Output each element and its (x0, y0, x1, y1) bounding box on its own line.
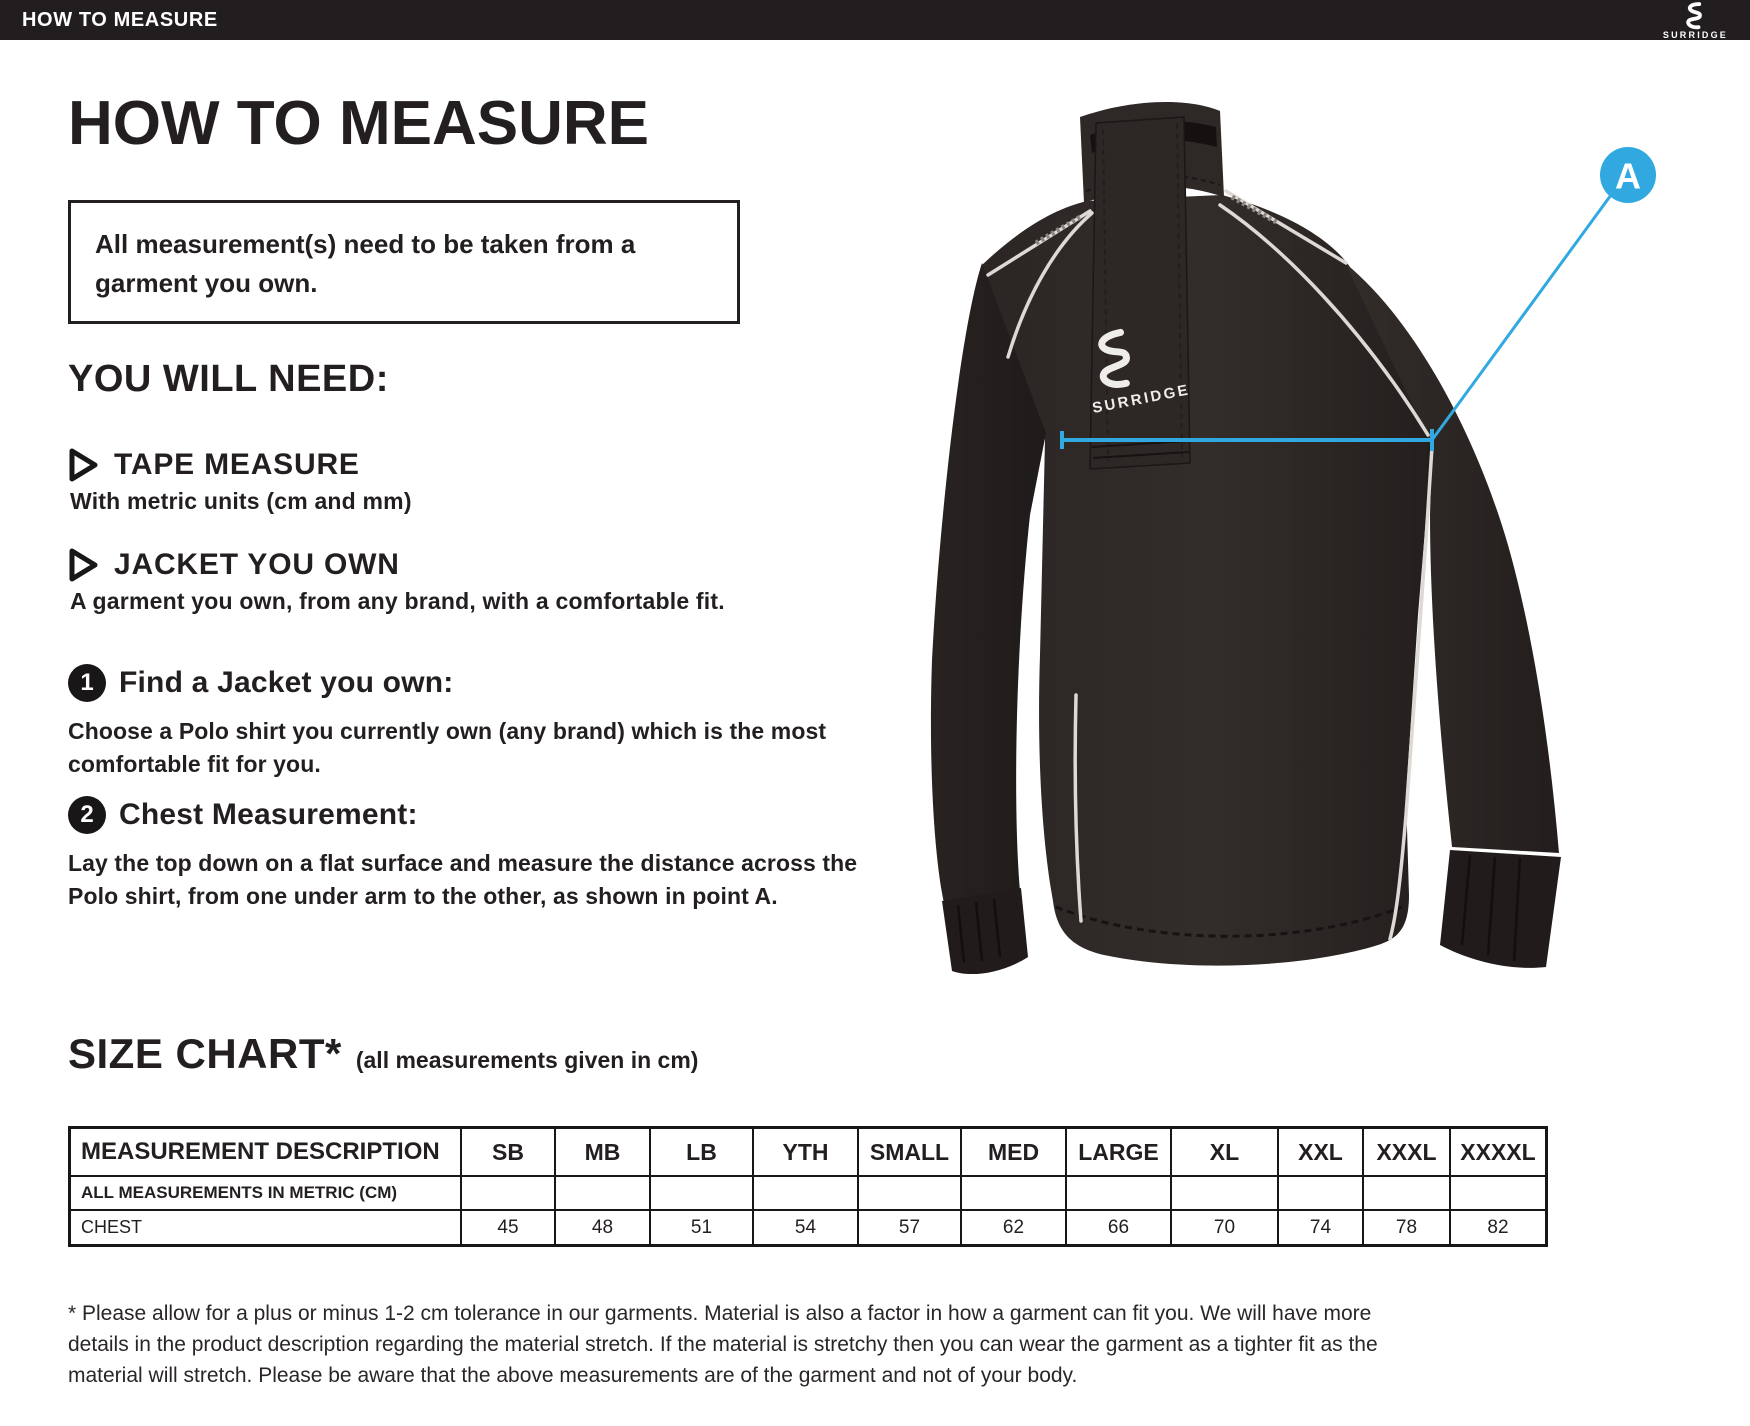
row-label: ALL MEASUREMENTS IN METRIC (CM) (70, 1176, 462, 1210)
measurement-cell: 45 (461, 1210, 555, 1246)
measurement-cell: 66 (1066, 1210, 1171, 1246)
you-will-need-heading: YOU WILL NEED: (68, 358, 389, 400)
measurement-cell (858, 1176, 961, 1210)
measurement-cell: 78 (1363, 1210, 1450, 1246)
measurement-cell: 70 (1171, 1210, 1278, 1246)
col-header-small: SMALL (858, 1128, 961, 1177)
measurement-cell (753, 1176, 858, 1210)
size-chart-header-row (70, 1128, 1547, 1177)
brand-logo (1663, 0, 1728, 40)
step-1 (68, 664, 904, 780)
top-bar-title: HOW TO MEASURE (22, 8, 218, 31)
measurement-cell: 82 (1450, 1210, 1547, 1246)
measurement-cell: 74 (1278, 1210, 1363, 1246)
step-number-badge: 1 (68, 664, 106, 702)
notice-box: All measurement(s) need to be taken from a garment you own. (68, 200, 740, 324)
page-title: HOW TO MEASURE (68, 89, 649, 158)
surridge-s-icon (1684, 2, 1706, 30)
size-chart-heading (68, 1030, 698, 1078)
measurement-cell: 62 (961, 1210, 1066, 1246)
measurement-cell: 48 (555, 1210, 650, 1246)
need-item-label: TAPE MEASURE (114, 448, 360, 481)
size-chart-subtitle: (all measurements given in cm) (355, 1047, 699, 1073)
need-item-description: With metric units (cm and mm) (70, 488, 412, 514)
measurement-cell (650, 1176, 753, 1210)
col-header-yth: YTH (753, 1128, 858, 1177)
col-header-lb: LB (650, 1128, 753, 1177)
col-header-med: MED (961, 1128, 1066, 1177)
measurement-cell (1278, 1176, 1363, 1210)
step-2 (68, 796, 904, 912)
table-row (70, 1210, 1547, 1246)
need-item-label: JACKET YOU OWN (114, 548, 400, 581)
garment-logo-text: SURRIDGE (1090, 381, 1192, 417)
top-bar (0, 0, 1750, 40)
col-header-sb: SB (461, 1128, 555, 1177)
need-item-description: A garment you own, from any brand, with a comfortable fit. (70, 588, 725, 614)
measurement-cell (461, 1176, 555, 1210)
col-header-large: LARGE (1066, 1128, 1171, 1177)
jacket-illustration (840, 95, 1750, 975)
step-title: Chest Measurement: (119, 798, 418, 831)
measurement-cell: 57 (858, 1210, 961, 1246)
need-item-jacket (68, 548, 400, 582)
jacket-body (982, 195, 1432, 966)
col-header-xxxl: XXXL (1363, 1128, 1450, 1177)
measurement-cell (1066, 1176, 1171, 1210)
marker-pointer-line (1432, 195, 1611, 440)
measurement-cell (961, 1176, 1066, 1210)
step-description: Lay the top down on a flat surface and measure the distance across the Polo shirt, from one under arm to the other, as shown in point A. (68, 850, 858, 909)
col-header-mb: MB (555, 1128, 650, 1177)
col-header-xxl: XXL (1278, 1128, 1363, 1177)
size-chart-body (70, 1176, 1547, 1246)
triangle-bullet-icon (68, 548, 98, 582)
marker-a-label: A (1615, 155, 1641, 197)
brand-name: SURRIDGE (1662, 30, 1728, 40)
measurement-cell (1450, 1176, 1547, 1210)
col-header-measurement-description: MEASUREMENT DESCRIPTION (70, 1128, 462, 1177)
measurement-cell (1363, 1176, 1450, 1210)
step-number-badge: 2 (68, 796, 106, 834)
need-item-tape-measure (68, 448, 360, 482)
step-description: Choose a Polo shirt you currently own (any brand) which is the most comfortable fit for you. (68, 718, 827, 777)
col-header-xxxxl: XXXXL (1450, 1128, 1547, 1177)
jacket-left-cuff (942, 888, 1028, 974)
measurement-cell (1171, 1176, 1278, 1210)
jacket-right-cuff (1440, 850, 1561, 968)
tolerance-disclaimer: * Please allow for a plus or minus 1-2 cm tolerance in our garments. Material is also a factor in how a garment can fit you. We will have more details in the product description regarding the material stretch. If the material is stretchy then you can wear the garment as a tighter fit as the material will stretch. Please be aware that the above measurements are of the garment and not of your body. (68, 1302, 1378, 1387)
measurement-cell: 54 (753, 1210, 858, 1246)
measurement-cell (555, 1176, 650, 1210)
step-title: Find a Jacket you own: (119, 666, 454, 699)
row-label: CHEST (70, 1210, 462, 1246)
size-chart-table (68, 1126, 1548, 1247)
triangle-bullet-icon (68, 448, 98, 482)
measurement-cell: 51 (650, 1210, 753, 1246)
table-row (70, 1176, 1547, 1210)
col-header-xl: XL (1171, 1128, 1278, 1177)
size-chart-title: SIZE CHART* (68, 1030, 342, 1077)
